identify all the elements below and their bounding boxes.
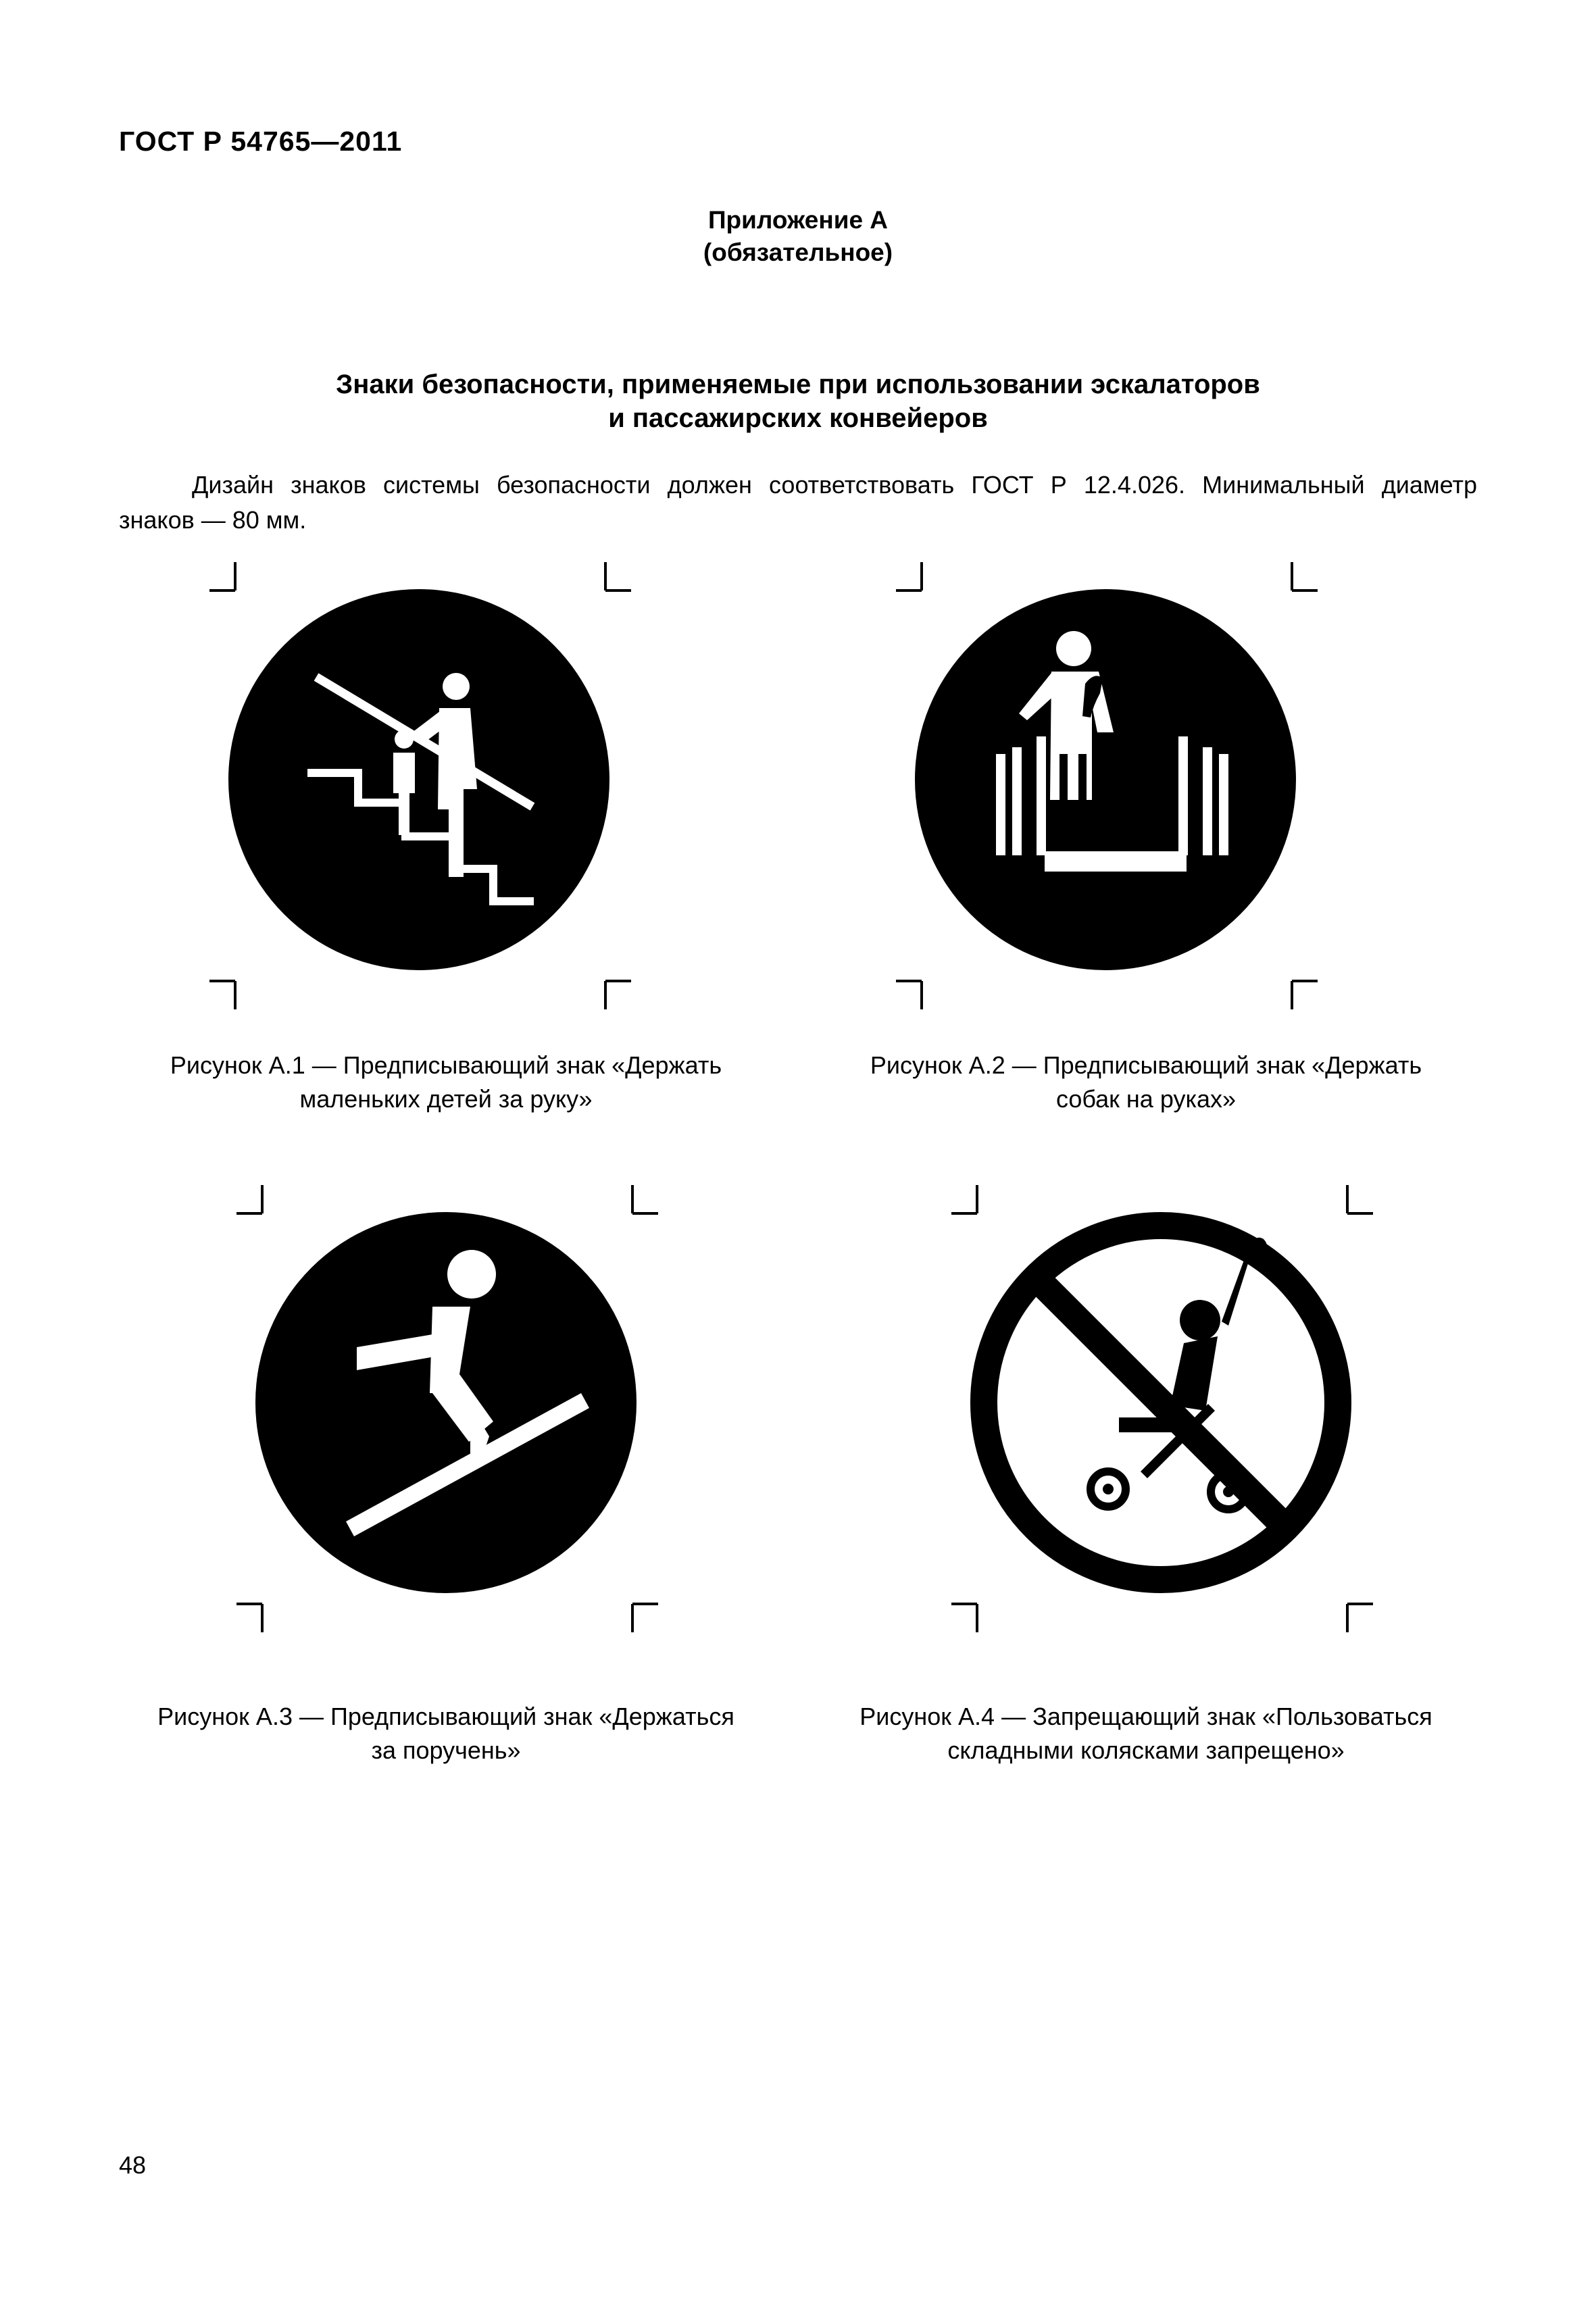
page-number: 48 bbox=[119, 2151, 147, 2179]
hold-child-hand-icon bbox=[228, 589, 609, 970]
figure-caption-a2 bbox=[808, 1049, 1484, 1116]
caption-line: Рисунок А.3 — Предписывающий знак «Держаться bbox=[157, 1703, 734, 1730]
section-title-line2: и пассажирских конвейеров bbox=[608, 403, 988, 433]
annex-title: Приложение А bbox=[707, 206, 889, 234]
section-title-line1: Знаки безопасности, применяемые при использовании эскалаторов bbox=[336, 370, 1260, 399]
annex-status: (обязательное) bbox=[703, 238, 893, 266]
figure-a1 bbox=[196, 551, 642, 1017]
figure-caption-a4 bbox=[808, 1700, 1484, 1767]
caption-line: Рисунок А.1 — Предписывающий знак «Держать bbox=[170, 1051, 722, 1079]
caption-line: за поручень» bbox=[371, 1736, 521, 1764]
caption-line: маленьких детей за руку» bbox=[299, 1085, 593, 1113]
hold-handrail-icon bbox=[255, 1212, 637, 1593]
carry-dog-icon bbox=[915, 589, 1296, 970]
caption-line: собак на руках» bbox=[1055, 1085, 1237, 1113]
figure-a3 bbox=[223, 1174, 669, 1640]
page-header: ГОСТ Р 54765—2011 bbox=[119, 126, 403, 157]
figure-caption-a3 bbox=[108, 1700, 784, 1767]
figure-a2 bbox=[882, 551, 1328, 1017]
no-strollers-icon bbox=[984, 1226, 1338, 1580]
intro-paragraph-line1: Дизайн знаков системы безопасности должен соответствовать ГОСТ Р 12.4.026. Минимальный диаметр bbox=[192, 471, 1477, 499]
figure-caption-a1 bbox=[108, 1049, 784, 1116]
caption-line: Рисунок А.4 — Запрещающий знак «Пользоваться bbox=[859, 1703, 1432, 1730]
caption-line: Рисунок А.2 — Предписывающий знак «Держать bbox=[870, 1051, 1422, 1079]
caption-line: складными колясками запрещено» bbox=[947, 1736, 1345, 1764]
intro-paragraph-line2: знаков — 80 мм. bbox=[119, 506, 307, 534]
figure-a4 bbox=[938, 1174, 1384, 1640]
